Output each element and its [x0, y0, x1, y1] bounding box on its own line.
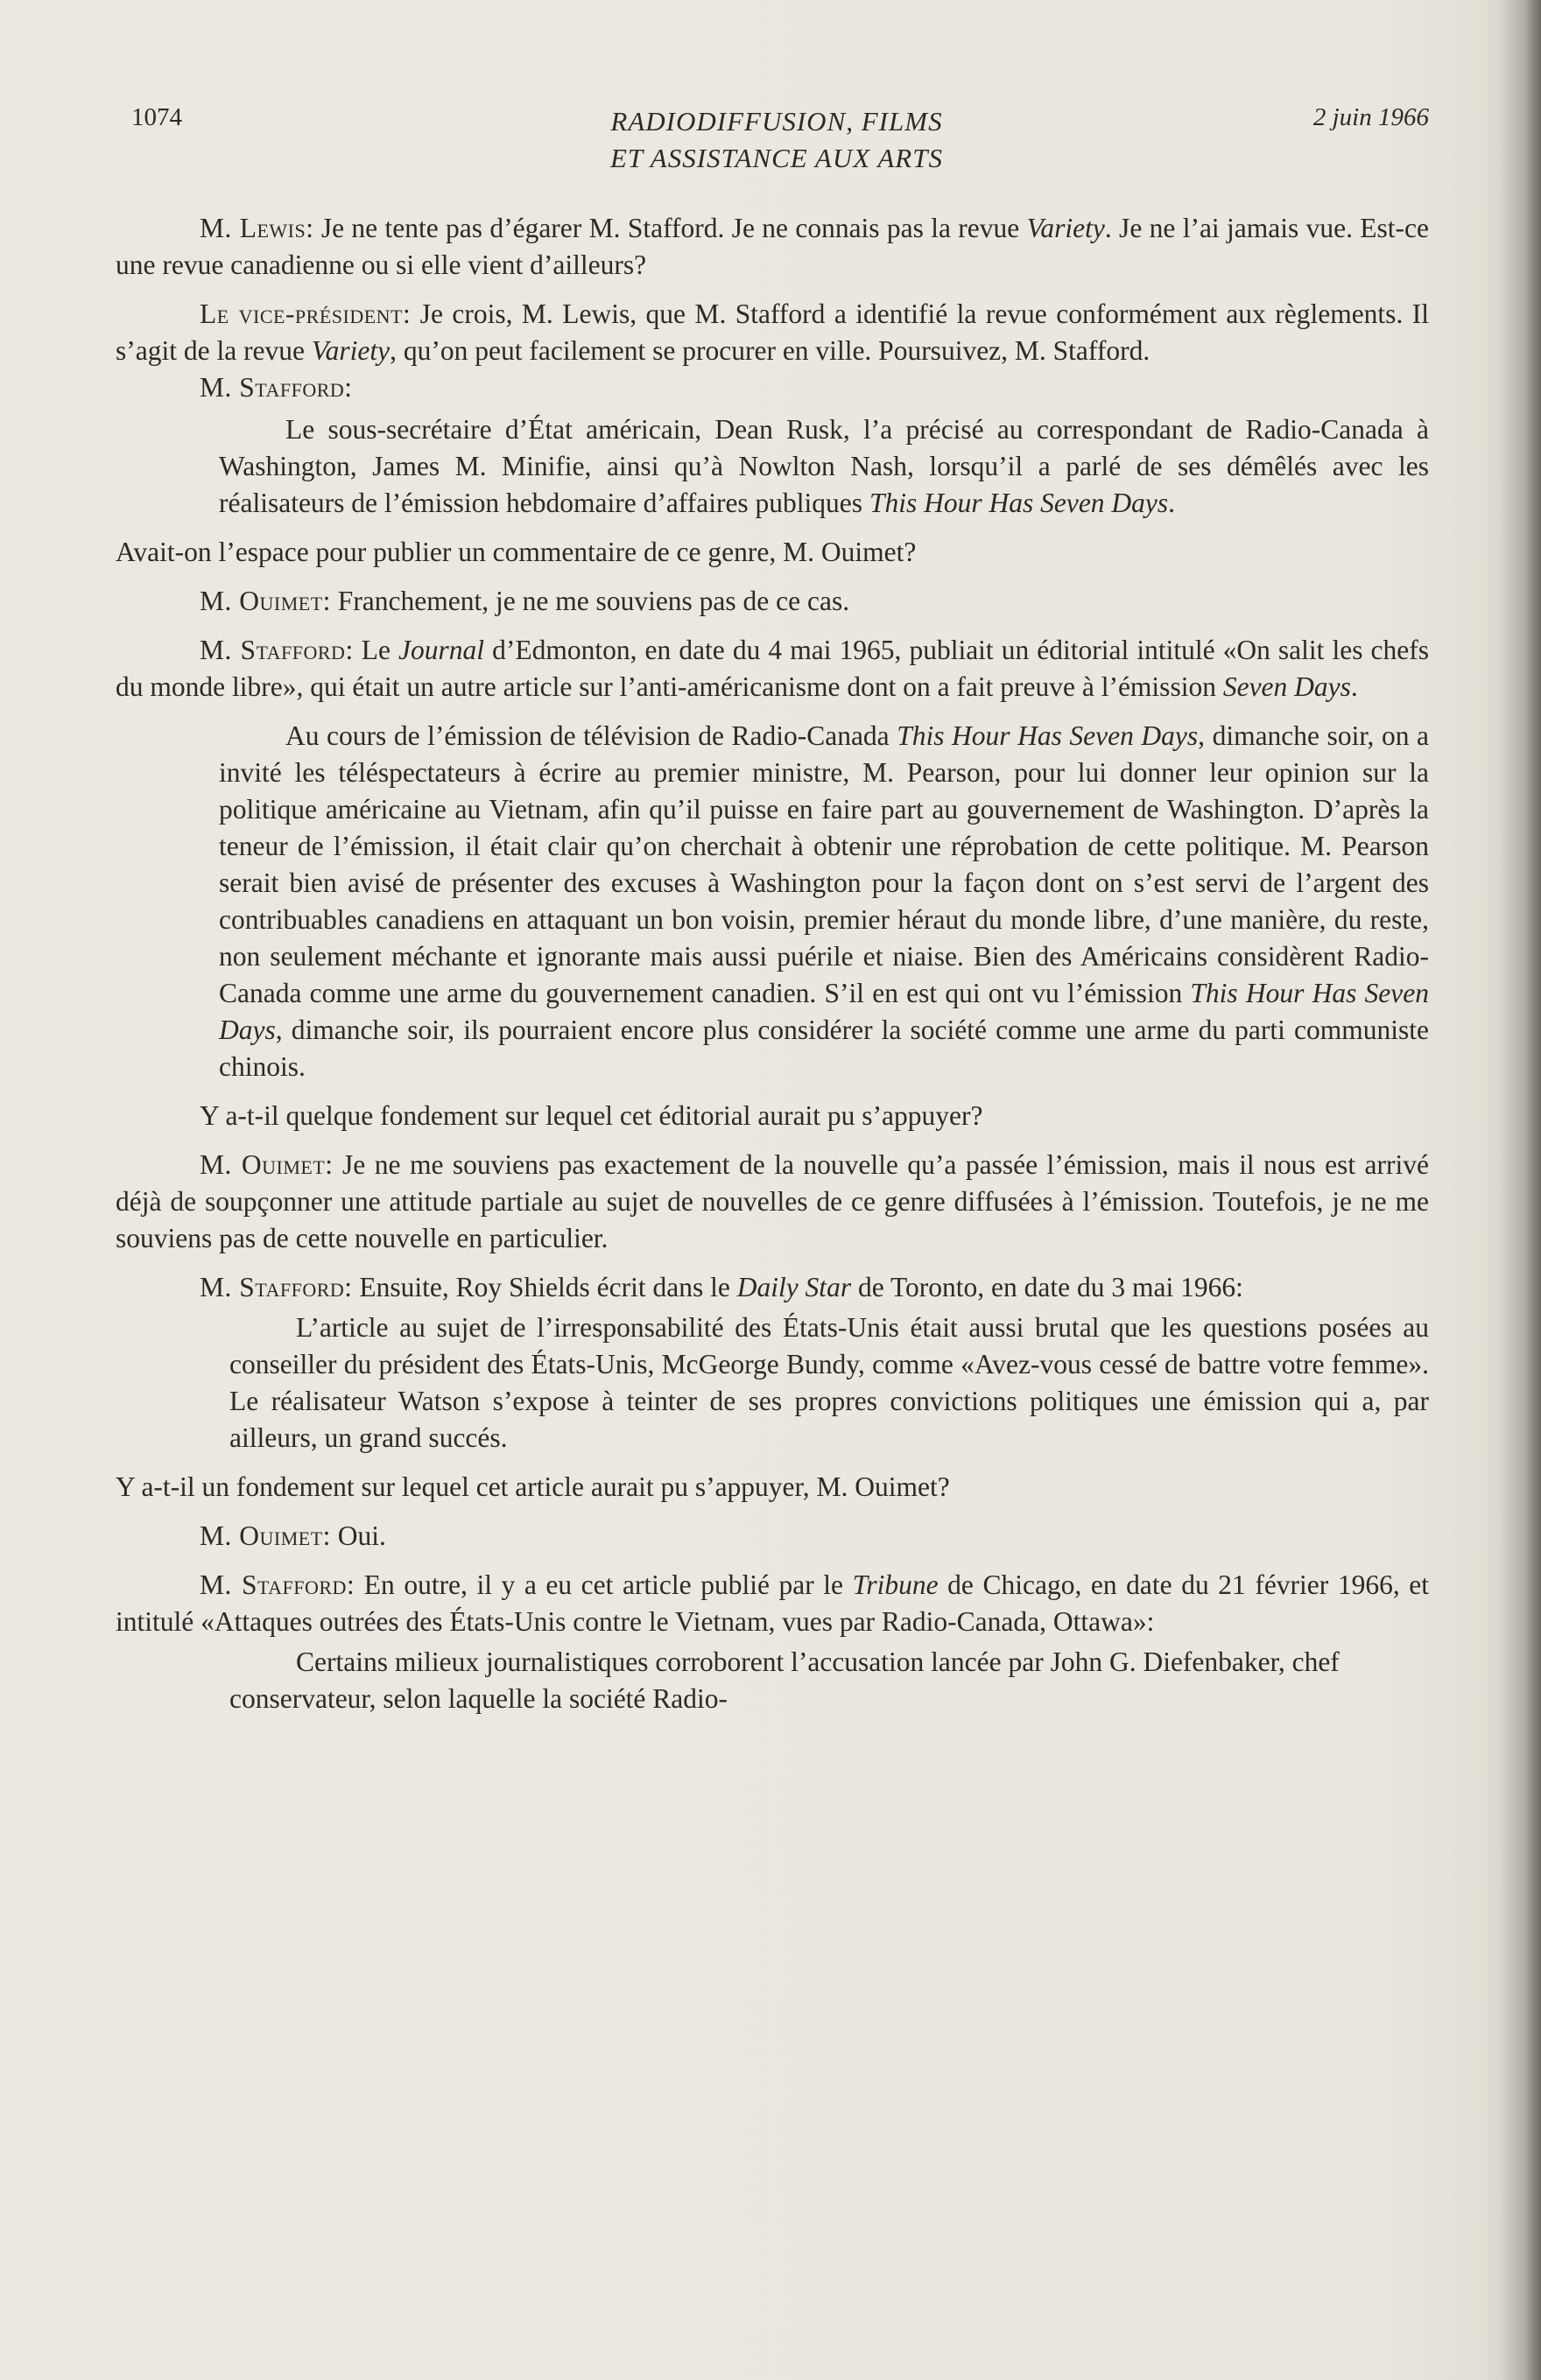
text-run: Je crois, M. Lewis, que M. Stafford a identifié la revue conformément aux règlements. Il s’agit de la revue	[116, 298, 1429, 366]
book-gutter-shadow	[1501, 0, 1541, 2380]
italic-title: This Hour Has Seven Days	[897, 720, 1199, 751]
speaker-name: M. Ouimet:	[200, 586, 331, 616]
speaker-name: M. Stafford:	[200, 1569, 355, 1600]
quote-editorial	[219, 718, 1429, 1085]
quote-rusk	[219, 411, 1429, 522]
text-run: Le sous-secrétaire d’État américain, Dean Rusk, l’a précisé au correspondant de Radio-Canada à Washington, James M. Minifie, ainsi qu’à Nowlton Nash, lorsqu’il a parlé de ses démêlés avec les réalisateurs de l’émission hebdomaire d’affaires publiques	[219, 414, 1429, 518]
paragraph-stafford-star	[116, 1269, 1429, 1306]
italic-title: Variety	[1026, 213, 1105, 243]
paragraph-vice-president	[116, 296, 1429, 369]
text-run: .	[1168, 488, 1176, 518]
text-run: Le	[353, 635, 399, 665]
italic-title: This Hour Has Seven Days	[869, 488, 1169, 518]
paragraph-stafford-intro	[116, 369, 1429, 406]
quote-text	[219, 718, 1429, 1085]
speaker-name: M. Ouimet:	[200, 1520, 331, 1551]
paragraph-ouimet-1	[116, 583, 1429, 620]
text-run: , dimanche soir, ils pourraient encore plus considérer la société comme une arme du parti communiste chinois.	[219, 1014, 1429, 1082]
text-run: Ensuite, Roy Shields écrit dans le	[352, 1272, 737, 1302]
text-run: . Je ne l’ai jamais vue. Est-ce une revue canadienne ou si elle vient d’ailleurs?	[116, 213, 1429, 280]
text-run: En outre, il y a eu cet article publié par le	[355, 1569, 853, 1600]
running-title-line1: RADIODIFFUSION, FILMS	[610, 106, 943, 137]
header-date: 2 juin 1966	[1312, 103, 1429, 131]
text-run: de Toronto, en date du 3 mai 1966:	[851, 1272, 1243, 1302]
paragraph-question-3: Y a-t-il un fondement sur lequel cet article aurait pu s’appuyer, M. Ouimet?	[116, 1471, 950, 1502]
page-number: 1074	[131, 103, 182, 131]
transcript-body	[116, 210, 1429, 1730]
paragraph-ouimet-2	[116, 1147, 1429, 1257]
text-run: d’Edmonton, en date du 4 mai 1965, publiait un éditorial intitulé «On salit les chefs du monde libre», qui était un autre article sur l’anti-américanisme dont on a fait preuve à l’émission	[116, 635, 1429, 702]
speaker-name: M. Stafford:	[200, 635, 354, 665]
text-run: .	[1350, 671, 1358, 702]
text-run: Je ne tente pas d’égarer M. Stafford. Je ne connais pas la revue	[313, 213, 1027, 243]
paragraph-question-1: Avait-on l’espace pour publier un commentaire de ce genre, M. Ouimet?	[116, 537, 917, 567]
running-header	[124, 103, 1429, 182]
italic-title: Journal	[398, 635, 485, 665]
text-run: Au cours de l’émission de télévision de Radio-Canada	[285, 720, 897, 751]
paragraph-lewis	[116, 210, 1429, 284]
quote-text: Certains milieux journalistiques corroborent l’accusation lancée par John G. Diefenbaker, chef conservateur, selon laquelle la société Radio-	[229, 1646, 1340, 1714]
running-title-line2: ET ASSISTANCE AUX ARTS	[610, 143, 943, 173]
quote-tribune	[229, 1644, 1429, 1717]
speaker-name: M. Stafford:	[200, 372, 353, 403]
paragraph-stafford-tribune	[116, 1567, 1429, 1640]
text-run: Oui.	[330, 1520, 386, 1551]
text-run: , qu’on peut facilement se procurer en ville. Poursuivez, M. Stafford.	[390, 335, 1150, 366]
italic-title: This Hour Has Seven Days	[219, 978, 1429, 1045]
italic-title: Daily Star	[736, 1272, 852, 1302]
quote-text	[219, 411, 1429, 522]
text-run: de Chicago, en date du 21 février 1966, et intitulé «Attaques outrées des États-Unis contre le Vietnam, vues par Radio-Canada, Ottawa»:	[116, 1569, 1429, 1637]
paragraph-stafford-journal	[116, 632, 1429, 706]
text-run: Je ne me souviens pas exactement de la nouvelle qu’a passée l’émission, mais il nous est arrivé déjà de soupçonner une attitude partiale au sujet de nouvelles de ce genre diffusées à l’émission. Toutefois, je ne me souviens pas de cette nouvelle en particulier.	[116, 1149, 1429, 1253]
running-title	[124, 103, 1429, 177]
paragraph-question-2: Y a-t-il quelque fondement sur lequel cet éditorial aurait pu s’appuyer?	[200, 1100, 983, 1131]
speaker-name: Le vice-président:	[200, 298, 412, 329]
text-run: Franchement, je ne me souviens pas de ce cas.	[330, 586, 850, 616]
speaker-name: M. Ouimet:	[200, 1149, 334, 1180]
italic-title: Variety	[311, 335, 391, 366]
quote-star	[229, 1309, 1429, 1457]
italic-title: Seven Days	[1222, 671, 1351, 702]
paragraph-ouimet-3	[116, 1518, 1429, 1555]
speaker-name: M. Stafford:	[200, 1272, 353, 1302]
speaker-name: M. Lewis:	[200, 213, 314, 243]
text-run: , dimanche soir, on a invité les téléspectateurs à écrire au premier ministre, M. Pearson, pour lui donner leur opinion sur la politique américaine au Vietnam, afin qu’il puisse en faire part au gouvernement de Washington. D’après la teneur de l’émission, il était clair qu’on cherchait à obtenir une réprobation de cette politique. M. Pearson serait bien avisé de présenter des excuses à Washington pour la façon dont on s’est servi de l’argent des contribuables canadiens en attaquant un bon voisin, premier héraut du monde libre, d’une manière, du reste, non seulement méchante et ignorante mais aussi puérile et niaise. Bien des Américains considèrent Radio-Canada comme une arme du gouvernement canadien. S’il en est qui ont vu l’émission	[219, 720, 1429, 1008]
italic-title: Tribune	[852, 1569, 939, 1600]
quote-text: L’article au sujet de l’irresponsabilité des États-Unis était aussi brutal que les questions posées au conseiller du président des États-Unis, McGeorge Bundy, comme «Avez-vous cessé de battre votre femme». Le réalisateur Watson s’expose à teinter de ses propres convictions politiques une émission qui a, par ailleurs, un grand succés.	[229, 1312, 1429, 1453]
